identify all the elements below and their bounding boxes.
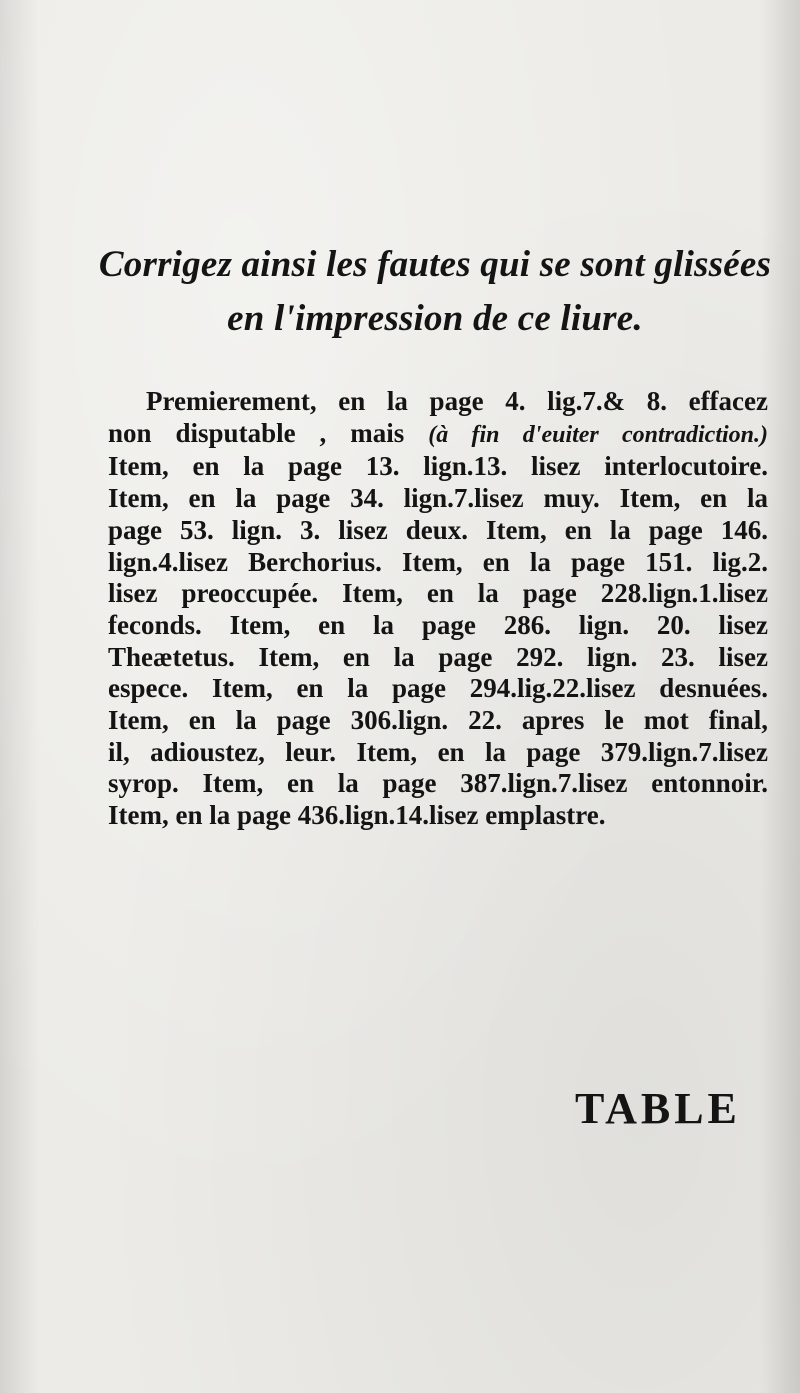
- errata-heading-line-1: Corrigez ainsi les fautes qui se sont glissées: [98, 244, 772, 285]
- errata-line: syrop. Item, en la page 387.lign.7.lisez entonnoir.: [108, 768, 768, 799]
- errata-list: [108, 386, 768, 832]
- errata-line: [108, 418, 768, 452]
- errata-heading: [95, 238, 775, 346]
- errata-line-text: non disputable , mais: [108, 417, 405, 448]
- errata-line: Item, en la page 13. lign.13. lisez interlocutoire.: [108, 451, 768, 482]
- catchword: TABLE: [575, 1084, 741, 1133]
- errata-line: page 53. lign. 3. lisez deux. Item, en la page 146.: [108, 514, 768, 545]
- errata-line: il, adioustez, leur. Item, en la page 379.lign.7.lisez: [108, 736, 768, 767]
- errata-line: Item, en la page 436.lign.14.lisez emplastre.: [108, 800, 606, 831]
- errata-line: lisez preoccupée. Item, en la page 228.lign.1.lisez: [108, 578, 768, 609]
- errata-line: Item, en la page 34. lign.7.lisez muy. Item, en la: [108, 483, 768, 514]
- errata-line: espece. Item, en la page 294.lig.22.lisez desnuées.: [108, 673, 768, 704]
- errata-line: lign.4.lisez Berchorius. Item, en la page 151. lig.2.: [108, 546, 768, 577]
- errata-line: Premierement, en la page 4. lig.7.& 8. effacez: [146, 386, 768, 416]
- errata-italic-insert: (à fin d'euiter contradiction.): [428, 421, 769, 448]
- errata-line: feconds. Item, en la page 286. lign. 20. lisez: [108, 609, 768, 640]
- errata-line: Theætetus. Item, en la page 292. lign. 23. lisez: [108, 641, 768, 672]
- errata-line: Item, en la page 306.lign. 22. apres le mot final,: [108, 705, 768, 736]
- errata-heading-line-2: en l'impression de ce liure.: [227, 298, 643, 339]
